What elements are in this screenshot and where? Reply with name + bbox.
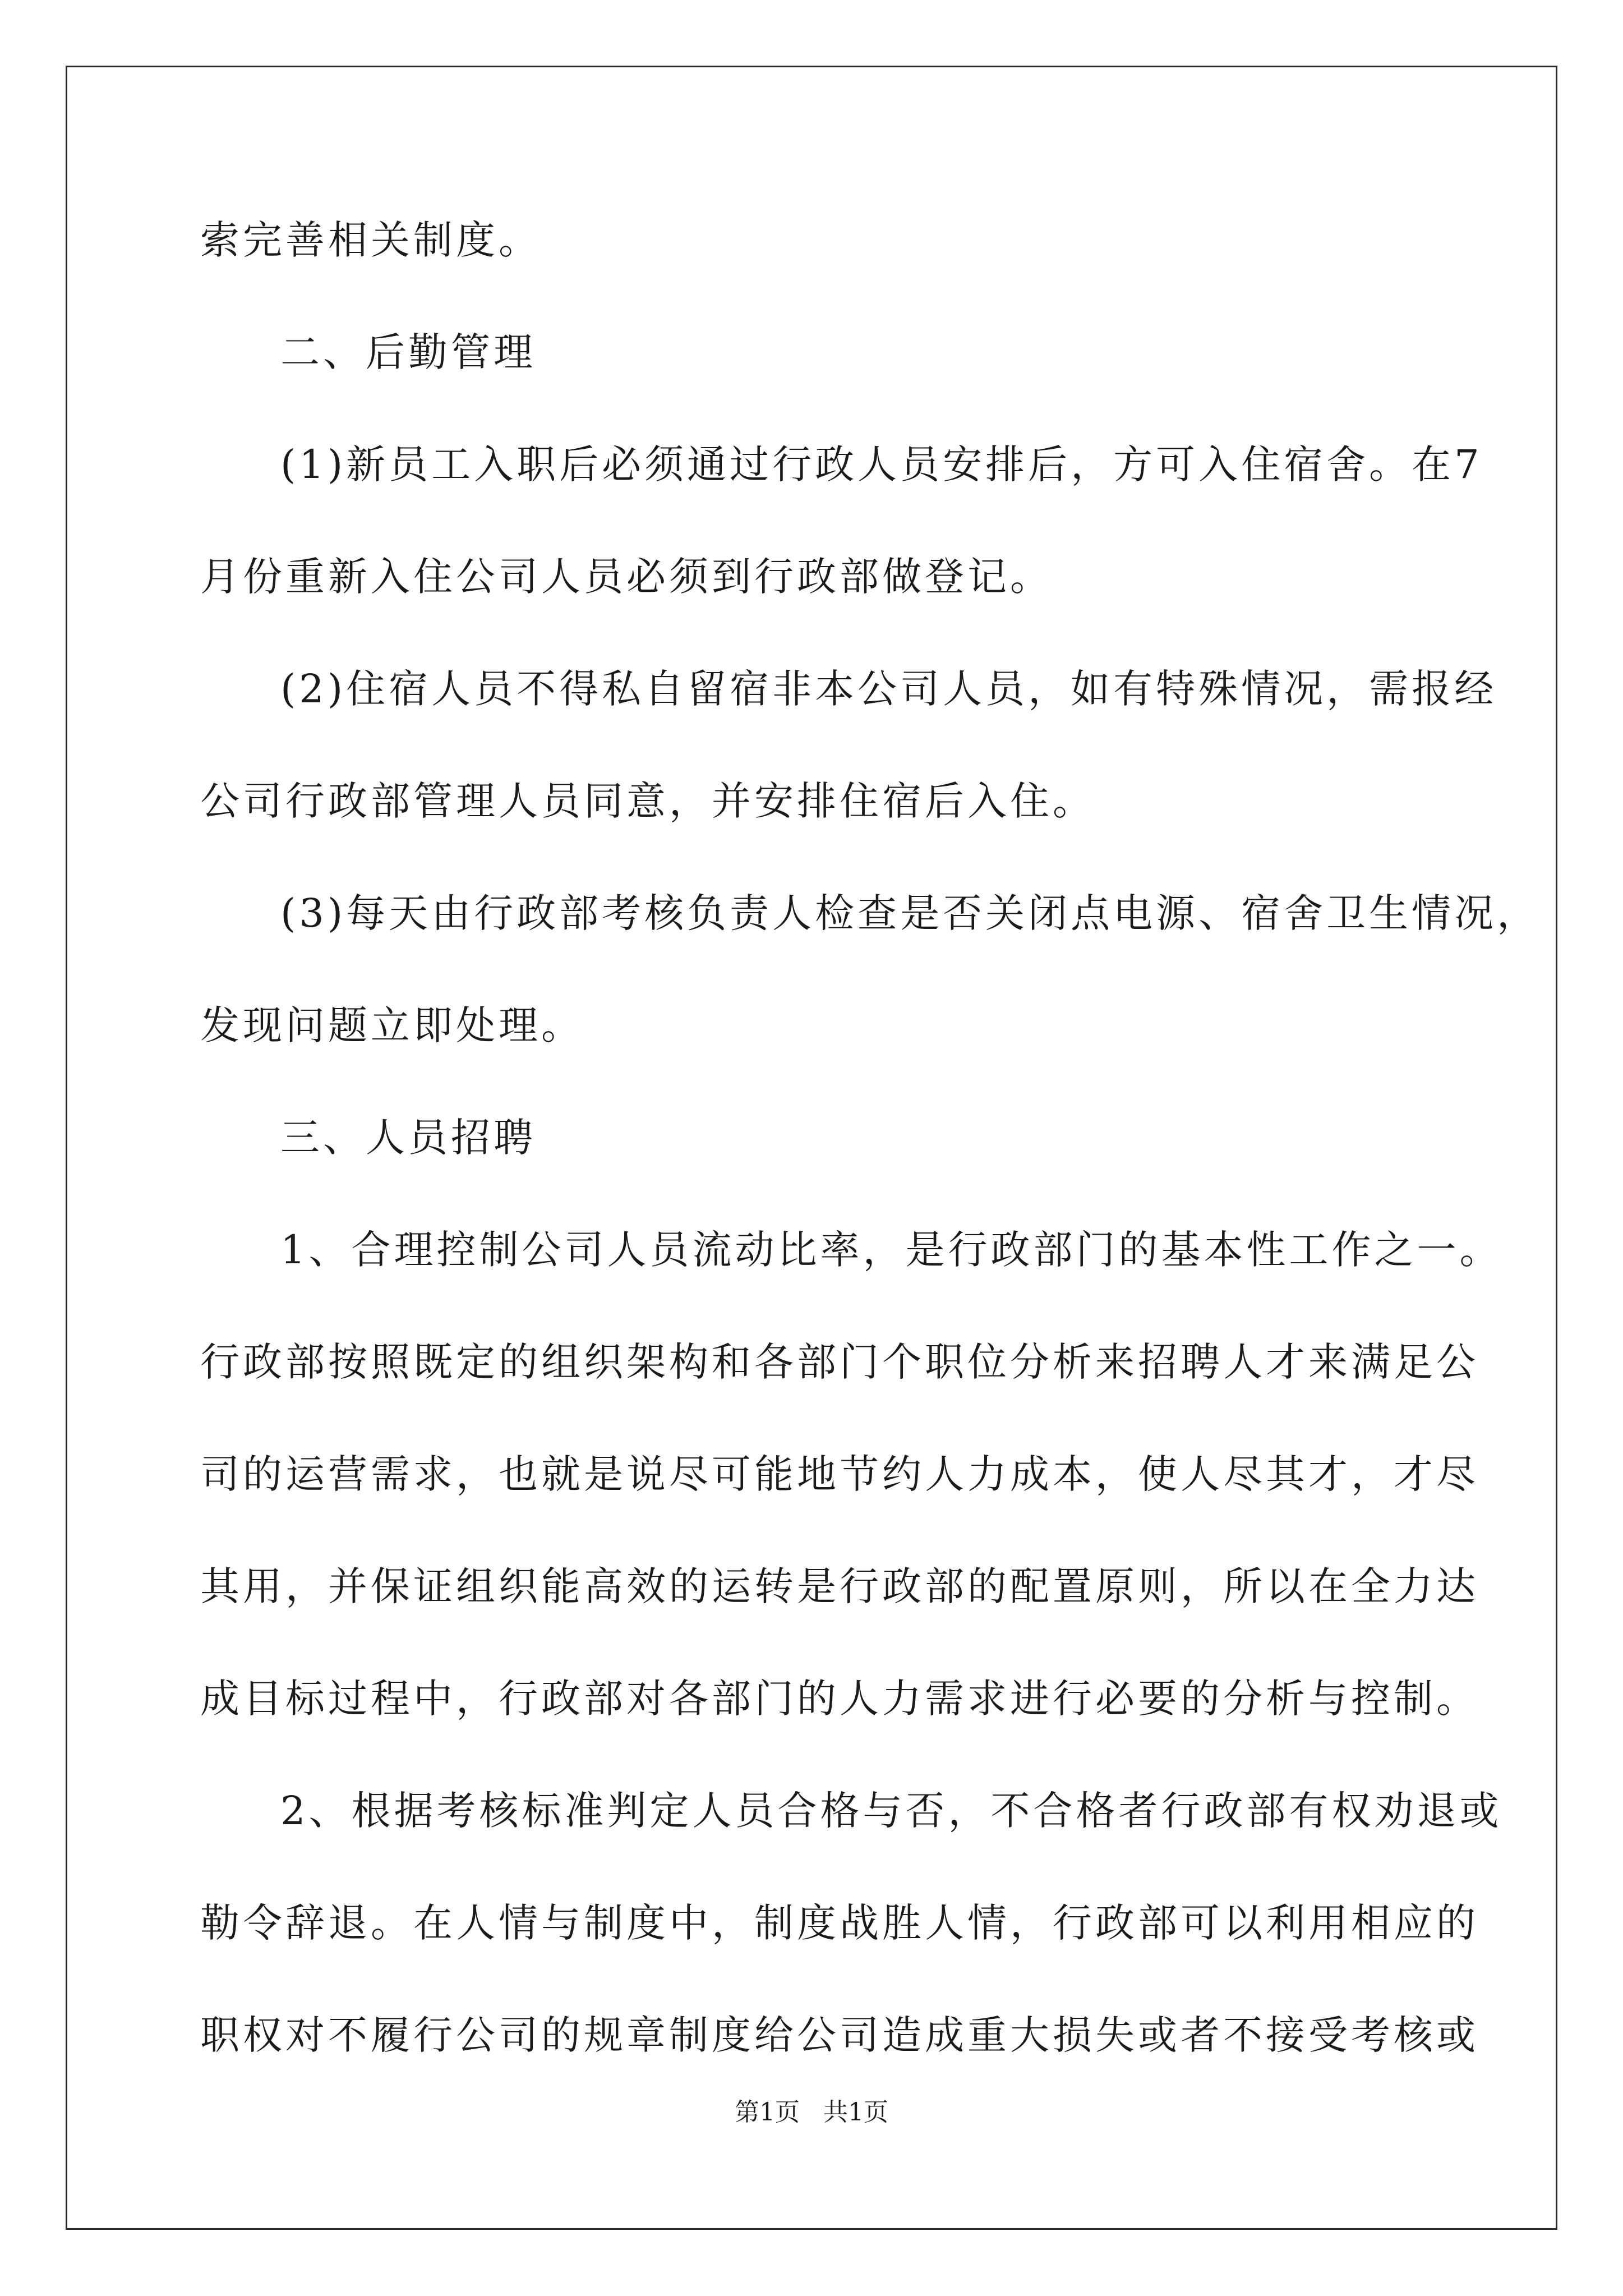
- body-line-16: 勒令辞退。在人情与制度中，制度战胜人情，行政部可以利用相应的: [200, 1900, 1479, 1946]
- body-line-14: 成目标过程中，行政部对各部门的人力需求进行必要的分析与控制。: [200, 1676, 1479, 1722]
- body-line-5: (2)住宿人员不得私自留宿非本公司人员，如有特殊情况，需报经: [280, 666, 1497, 712]
- body-line-11: 行政部按照既定的组织架构和各部门个职位分析来招聘人才来满足公: [200, 1339, 1479, 1385]
- body-line-3: (1)新员工入职后必须通过行政人员安排后，方可入住宿舍。在7: [280, 441, 1483, 487]
- body-line-17: 职权对不履行公司的规章制度给公司造成重大损失或者不接受考核或: [200, 2012, 1479, 2058]
- body-line-8: 发现问题立即处理。: [200, 1002, 584, 1048]
- page-number-footer: 第1页 共1页: [735, 2098, 888, 2127]
- body-line-15: 2、根据考核标准判定人员合格与否，不合格者行政部有权劝退或: [280, 1788, 1502, 1834]
- body-line-12: 司的运营需求，也就是说尽可能地节约人力成本，使人尽其才，才尽: [200, 1451, 1479, 1497]
- body-line-1: 索完善相关制度。: [200, 217, 541, 263]
- section-heading-logistics: 二、后勤管理: [280, 329, 536, 375]
- section-heading-recruitment: 三、人员招聘: [280, 1115, 536, 1161]
- body-line-10: 1、合理控制公司人员流动比率，是行政部门的基本性工作之一。: [280, 1227, 1502, 1273]
- body-line-6: 公司行政部管理人员同意，并安排住宿后入住。: [200, 778, 1095, 824]
- body-line-7: (3)每天由行政部考核负责人检查是否关闭点电源、宿舍卫生情况，: [280, 890, 1540, 936]
- body-line-13: 其用，并保证组织能高效的运转是行政部的配置原则，所以在全力达: [200, 1563, 1479, 1609]
- body-line-4: 月份重新入住公司人员必须到行政部做登记。: [200, 554, 1053, 600]
